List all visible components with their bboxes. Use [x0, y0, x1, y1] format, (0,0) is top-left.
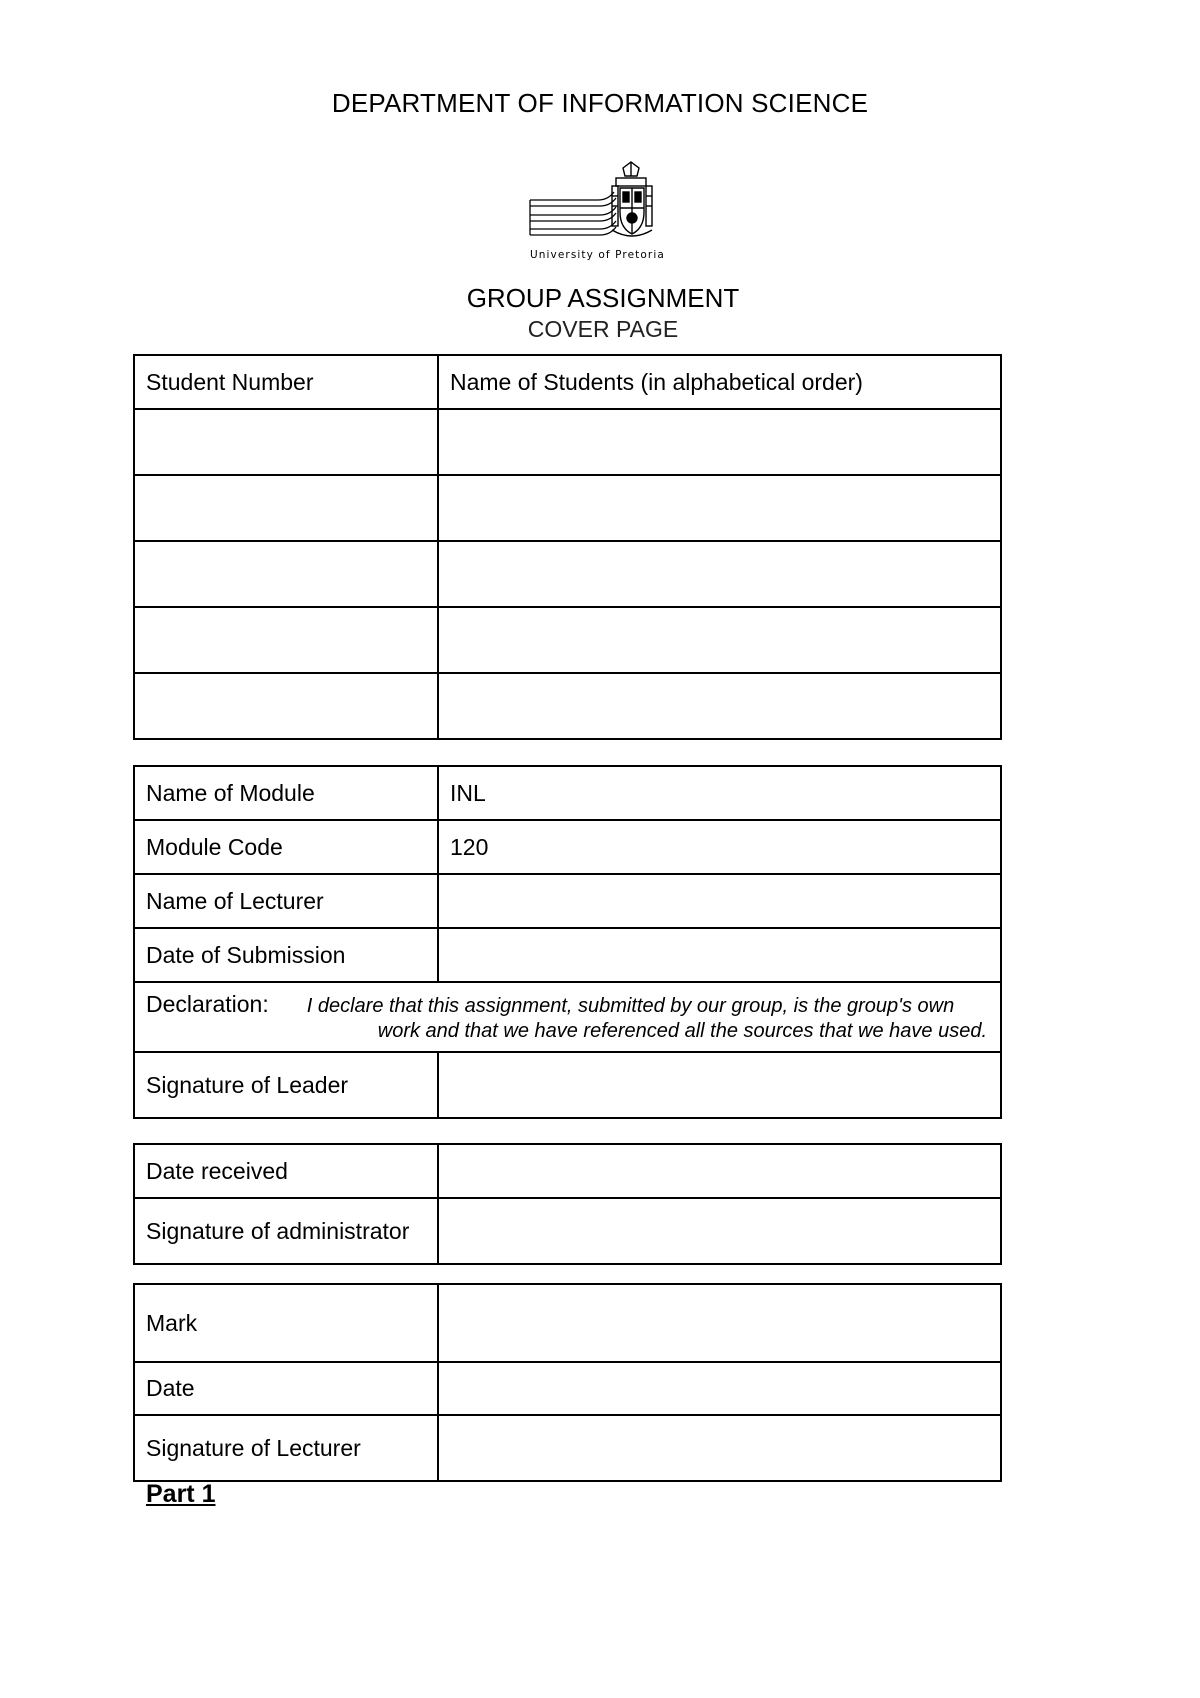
- declaration-cell: [134, 982, 1001, 1052]
- student-name-cell[interactable]: [438, 673, 1001, 739]
- declaration-text-line2: work and that we have referenced all the sources that we have used.: [377, 1020, 987, 1042]
- module-name-label: Name of Module: [134, 766, 438, 820]
- table-row: [134, 475, 1001, 541]
- table-row: [134, 409, 1001, 475]
- table-row: [134, 1362, 1001, 1415]
- admin-table: [133, 1143, 1002, 1265]
- date-received-value[interactable]: [438, 1144, 1001, 1198]
- students-table: [133, 354, 1002, 740]
- submission-date-value[interactable]: [438, 928, 1001, 982]
- table-row: [134, 1198, 1001, 1264]
- table-row: [134, 766, 1001, 820]
- logo-stripes: [530, 192, 616, 235]
- module-name-value[interactable]: INL: [438, 766, 1001, 820]
- student-number-cell[interactable]: [134, 607, 438, 673]
- student-number-cell[interactable]: [134, 475, 438, 541]
- student-number-header: Student Number: [134, 355, 438, 409]
- marking-date-value[interactable]: [438, 1362, 1001, 1415]
- student-number-cell[interactable]: [134, 673, 438, 739]
- student-number-cell[interactable]: [134, 541, 438, 607]
- table-row: [134, 820, 1001, 874]
- students-header-row: [134, 355, 1001, 409]
- lecturer-signature-label: Signature of Lecturer: [134, 1415, 438, 1481]
- declaration-row: [134, 982, 1001, 1052]
- admin-signature-label: Signature of administrator: [134, 1198, 438, 1264]
- admin-signature-value[interactable]: [438, 1198, 1001, 1264]
- table-row: [134, 607, 1001, 673]
- mark-label: Mark: [134, 1284, 438, 1362]
- table-row: [134, 928, 1001, 982]
- lecturer-signature-value[interactable]: [438, 1415, 1001, 1481]
- date-received-label: Date received: [134, 1144, 438, 1198]
- module-code-label: Module Code: [134, 820, 438, 874]
- university-logo: [528, 160, 678, 266]
- leader-signature-value[interactable]: [438, 1052, 1001, 1118]
- table-row: [134, 1415, 1001, 1481]
- part-heading: Part 1: [146, 1480, 216, 1508]
- page-title: GROUP ASSIGNMENT: [466, 283, 740, 313]
- student-number-cell[interactable]: [134, 409, 438, 475]
- student-name-cell[interactable]: [438, 475, 1001, 541]
- table-row: [134, 1144, 1001, 1198]
- module-code-value[interactable]: 120: [438, 820, 1001, 874]
- module-table: [133, 765, 1002, 1119]
- logo-caption: University of Pretoria: [530, 249, 665, 261]
- marking-table: [133, 1283, 1002, 1482]
- table-row: [134, 541, 1001, 607]
- table-row: [134, 874, 1001, 928]
- table-row: [134, 673, 1001, 739]
- student-name-cell[interactable]: [438, 541, 1001, 607]
- declaration-label: Declaration:: [146, 991, 269, 1017]
- mark-value[interactable]: [438, 1284, 1001, 1362]
- student-name-cell[interactable]: [438, 409, 1001, 475]
- table-row: [134, 1052, 1001, 1118]
- lecturer-name-label: Name of Lecturer: [134, 874, 438, 928]
- department-title: DEPARTMENT OF INFORMATION SCIENCE: [331, 88, 869, 118]
- table-row: [134, 1284, 1001, 1362]
- leader-signature-label: Signature of Leader: [134, 1052, 438, 1118]
- student-names-header: Name of Students (in alphabetical order): [438, 355, 1001, 409]
- lecturer-name-value[interactable]: [438, 874, 1001, 928]
- submission-date-label: Date of Submission: [134, 928, 438, 982]
- student-name-cell[interactable]: [438, 607, 1001, 673]
- page-subtitle: COVER PAGE: [527, 316, 679, 342]
- marking-date-label: Date: [134, 1362, 438, 1415]
- shield-icon: [612, 162, 652, 236]
- declaration-text-line1: I declare that this assignment, submitted by our group, is the group's own: [306, 995, 955, 1017]
